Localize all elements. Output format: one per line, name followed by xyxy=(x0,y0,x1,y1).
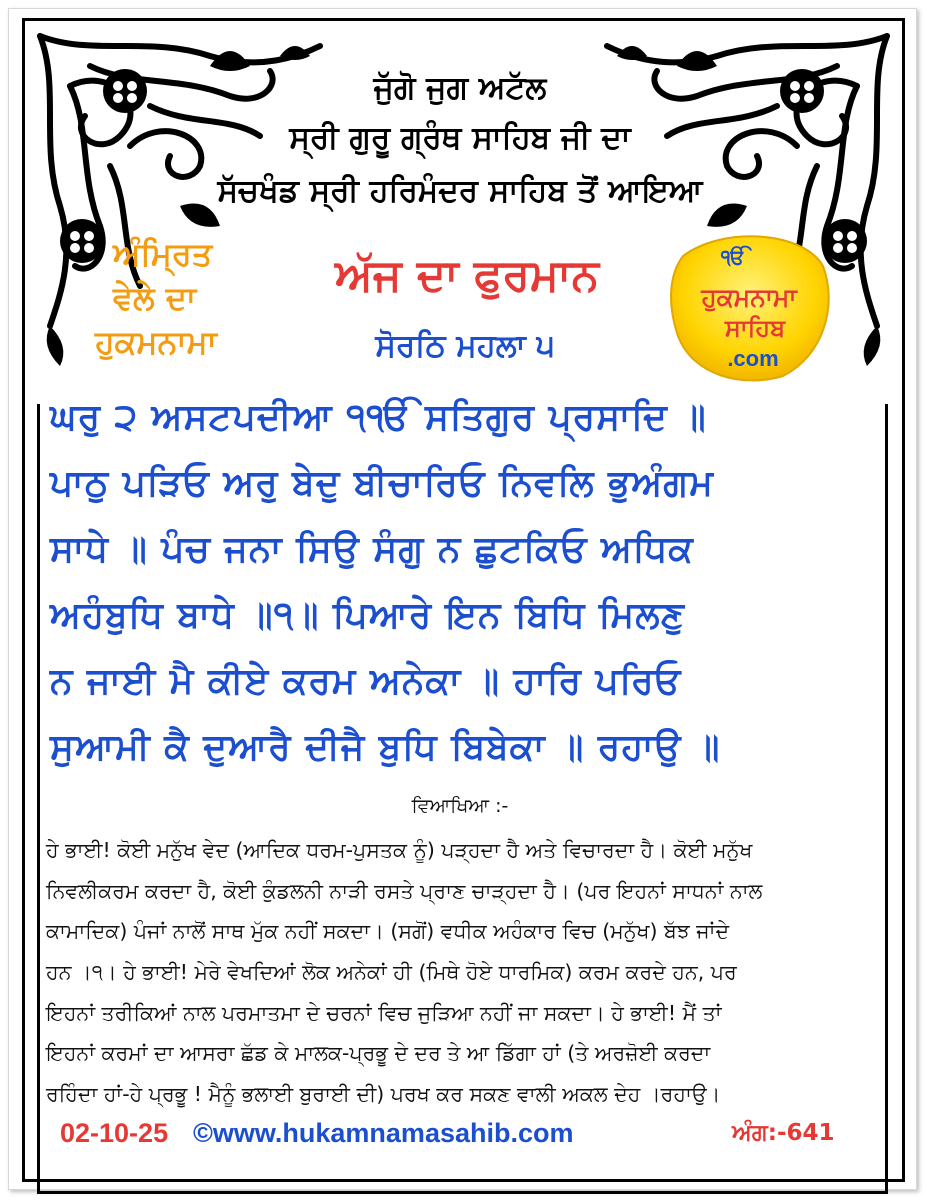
raag-heading: ਸੋਰਠਿ ਮਹਲਾ ੫ xyxy=(375,328,555,364)
explanation-line: ਨਿਵਲੀਕਰਮ ਕਰਦਾ ਹੈ, ਕੋਈ ਕੁੰਡਲਨੀ ਨਾੜੀ ਰਸਤੇ ਪ੍ਰਾਣ ਚਾੜ੍ਹਦਾ ਹੈ। (ਪਰ ਇਹਨਾਂ ਸਾਧਨਾਂ ਨਾਲ xyxy=(46,878,763,903)
amrit-line-3: ਹੁਕਮਨਾਮਾ xyxy=(95,323,217,361)
logo-line-3: .com xyxy=(727,346,779,371)
amrit-line-2: ਵੇਲੇ ਦਾ xyxy=(113,279,197,317)
logo-line-2: ਸਾਹਿਬ xyxy=(724,314,786,342)
gurbani-line: ਘਰੁ ੨ ਅਸਟਪਦੀਆ ੧ੴ ਸਤਿਗੁਰ ਪ੍ਰਸਾਦਿ ॥ xyxy=(50,397,707,438)
explanation-line: ਕਾਮਾਦਿਕ) ਪੰਜਾਂ ਨਾਲੋਂ ਸਾਥ ਮੁੱਕ ਨਹੀਂ ਸਕਦਾ। (ਸਗੋਂ) ਵਧੀਕ ਅਹੰਕਾਰ ਵਿਚ (ਮਨੁੱਖ) ਬੱਝ ਜਾਂਦੇ xyxy=(46,919,730,944)
gurbani-text xyxy=(50,385,880,781)
amrit-vele-heading xyxy=(95,232,295,364)
amrit-line-1: ਅੰਮ੍ਰਿਤ xyxy=(113,235,213,273)
explanation-text xyxy=(46,830,878,1115)
footer-ang: ਅੰਗ:-641 xyxy=(732,1120,835,1146)
hukamnama-sahib-logo xyxy=(663,226,835,386)
gurbani-line: ਅਹੰਬੁਧਿ ਬਾਧੇ ॥੧॥ ਪਿਆਰੇ ਇਨ ਬਿਧਿ ਮਿਲਣੁ xyxy=(50,595,685,636)
logo-ik-onkar: ੴ xyxy=(721,245,746,269)
gurbani-line: ਸੁਆਮੀ ਕੈ ਦੁਆਰੈ ਦੀਜੈ ਬੁਧਿ ਬਿਬੇਕਾ ॥ ਰਹਾਉ ॥ xyxy=(50,727,721,768)
gurbani-line: ਸਾਧੇ ॥ ਪੰਚ ਜਨਾ ਸਿਉ ਸੰਗੁ ਨ ਛੁਟਕਿਓ ਅਧਿਕ xyxy=(50,529,694,570)
gurbani-line: ਨ ਜਾਈ ਮੈ ਕੀਏ ਕਰਮ ਅਨੇਕਾ ॥ ਹਾਰਿ ਪਰਿਓ xyxy=(50,661,682,702)
explanation-line: ਹੇ ਭਾਈ! ਕੋਈ ਮਨੁੱਖ ਵੇਦ (ਆਦਿਕ ਧਰਮ-ਪੁਸਤਕ ਨੂੰ) ਪੜ੍ਹਦਾ ਹੈ ਅਤੇ ਵਿਚਾਰਦਾ ਹੈ। ਕੋਈ ਮਨੁੱਖ xyxy=(46,838,753,862)
explanation-line: ਇਹਨਾਂ ਕਰਮਾਂ ਦਾ ਆਸਰਾ ਛੱਡ ਕੇ ਮਾਲਕ-ਪ੍ਰਭੂ ਦੇ ਦਰ ਤੇ ਆ ਡਿੱਗਾ ਹਾਂ (ਤੇ ਅਰਜ਼ੋਈ ਕਰਦਾ xyxy=(46,1041,711,1066)
header-line-1: ਜੁੱਗੋ ਜੁਗ ਅਟੱਲ xyxy=(373,70,547,106)
header-line-2: ਸ੍ਰੀ ਗੁਰੂ ਗ੍ਰੰਥ ਸਾਹਿਬ ਜੀ ਦਾ xyxy=(289,120,631,156)
gurbani-line: ਪਾਠੁ ਪੜਿਓ ਅਰੁ ਬੇਦੁ ਬੀਚਾਰਿਓ ਨਿਵਲਿ ਭੁਅੰਗਮ xyxy=(50,463,714,504)
logo-line-1: ਹੁਕਮਨਾਮਾ xyxy=(701,283,797,312)
explanation-line: ਇਹਨਾਂ ਤਰੀਕਿਆਂ ਨਾਲ ਪਰਮਾਤਮਾ ਦੇ ਚਰਨਾਂ ਵਿਚ ਜੁੜਿਆ ਨਹੀਂ ਜਾ ਸਕਦਾ। ਹੇ ਭਾਈ! ਮੈਂ ਤਾਂ xyxy=(46,1000,722,1025)
footer-date: 02-10-25 xyxy=(60,1118,169,1148)
explanation-line: ਹਨ ।੧। ਹੇ ਭਾਈ! ਮੇਰੇ ਵੇਖਦਿਆਂ ਲੋਕ ਅਨੇਕਾਂ ਹੀ (ਮਿਥੇ ਹੋਏ ਧਾਰਮਿਕ) ਕਰਮ ਕਰਦੇ ਹਨ, ਪਰ xyxy=(46,960,737,985)
header-line-3: ਸੱਚਖੰਡ ਸ੍ਰੀ ਹਰਿਮੰਦਰ ਸਾਹਿਬ ਤੋਂ ਆਇਆ xyxy=(217,173,703,209)
footer-website-link[interactable]: ©www.hukamnamasahib.com xyxy=(193,1118,574,1148)
footer xyxy=(60,1118,880,1158)
vyakhya-label: ਵਿਆਖਿਆ :- xyxy=(411,795,509,817)
explanation-line: ਰਹਿੰਦਾ ਹਾਂ-ਹੇ ਪ੍ਰਭੂ ! ਮੈਨੂੰ ਭਲਾਈ ਬੁਰਾਈ ਦੀ) ਪਰਖ ਕਰ ਸਕਣ ਵਾਲੀ ਅਕਲ ਦੇਹ ।ਰਹਾਉ। xyxy=(46,1082,721,1107)
today-title: ਅੱਜ ਦਾ ਫੁਰਮਾਨ xyxy=(335,250,599,301)
